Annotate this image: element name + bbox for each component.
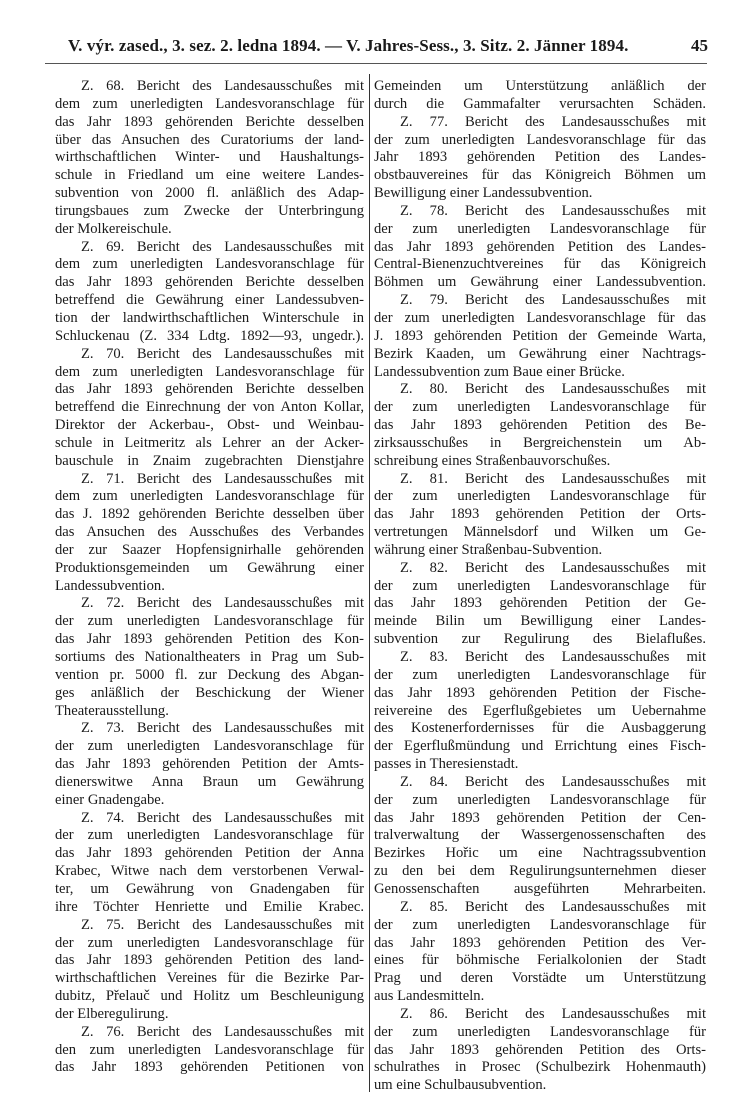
text-line: meinde Bilin um Bewilligung einer Landes- — [374, 613, 706, 630]
section-heading-line: Z. 74. Bericht des Landesausschußes mit — [81, 809, 364, 826]
text-line: der zum unerledigten Landesvoranschlage für — [374, 488, 706, 505]
text-line: Jahr 1893 gehörenden Petition des Landes- — [374, 149, 706, 166]
text-line: um eine Schulbausubvention. — [374, 1077, 547, 1094]
text-line: zirksausschußes in Bergreichenstein um Ab- — [374, 434, 706, 451]
section-heading-line: Z. 70. Bericht des Landesausschußes mit — [81, 345, 364, 362]
text-line: der zum unerledigten Landesvoranschlage für — [374, 791, 706, 808]
text-line: reivereine des Egerflußgebietes um Uebernahme — [374, 702, 706, 719]
text-line: das J. 1892 gehörenden Berichte desselben über — [55, 506, 364, 523]
text-line: der zum unerledigten Landesvoranschlage für — [55, 613, 364, 630]
text-line: Genossenschaften ausgeführten Mehrarbeiten. — [374, 880, 706, 897]
text-line: der zum unerledigten Landesvoranschlage für — [374, 577, 706, 594]
text-line: das Jahr 1893 gehörenden Petitionen von — [55, 1059, 364, 1076]
section-heading-line: Z. 85. Bericht des Landesausschußes mit — [400, 898, 706, 915]
text-line: schule in Leitmeritz als Lehrer an der Acker- — [55, 434, 364, 451]
text-line: währung einer Straßenbau-Subvention. — [374, 541, 603, 558]
text-line: Landessubvention zum Baue einer Brücke. — [374, 363, 625, 380]
text-line: der zum unerledigten Landesvoranschlage für — [374, 399, 706, 416]
text-line: das Jahr 1893 gehörenden Berichte desselben — [55, 113, 364, 130]
header-rule — [45, 63, 707, 64]
text-line: über das Ansuchen des Curatoriums der land- — [55, 131, 364, 148]
text-line: zu den bei dem Regulirungsunternehmen dieser — [374, 863, 706, 880]
text-line: Central-Bienenzuchtvereines für das Königreich — [374, 256, 706, 273]
text-line: das Jahr 1893 gehörenden Petition der Amts- — [55, 756, 364, 773]
text-line: sortiums des Nationaltheaters in Prag um Sub- — [55, 649, 364, 665]
text-line: der zum unerledigten Landesvoranschlage für — [374, 916, 706, 933]
text-line: das Jahr 1893 gehörenden Petition des land- — [55, 952, 364, 969]
section-heading-line: Z. 79. Bericht des Landesausschußes mit — [400, 292, 706, 309]
text-line: den zum unerledigten Landesvoranschlage für — [55, 1041, 364, 1058]
running-header — [58, 36, 708, 58]
section-heading-line: Z. 73. Bericht des Landesausschußes mit — [81, 720, 364, 737]
text-line: dem zum unerledigten Landesvoranschlage für — [55, 256, 364, 273]
text-line: der zum unerledigten Landesvoranschlage für das — [374, 309, 706, 326]
text-line: Bewilligung einer Landessubvention. — [374, 185, 593, 202]
section-heading-line: Z. 83. Bericht des Landesausschußes mit — [400, 649, 706, 665]
text-line: das Jahr 1893 gehörenden Petition des Orts- — [374, 1041, 706, 1058]
text-line: das Ansuchen des Ausschußes des Verbandes — [55, 524, 364, 541]
text-line: der zum unerledigten Landesvoranschlage für — [374, 220, 706, 237]
text-line: einer Gnadengabe. — [55, 791, 165, 808]
text-line: dienerswitwe Anna Braun um Gewährung — [55, 773, 364, 790]
text-line: das Jahr 1893 gehörenden Berichte desselben — [55, 274, 364, 291]
text-line: Krabec, Witwe nach dem verstorbenen Verwal- — [55, 863, 364, 880]
text-line: betreffend die Einrechnung der von Anton Kollar, — [55, 399, 364, 416]
text-line: das Jahr 1893 gehörenden Petition der Fische- — [374, 684, 706, 701]
text-line: Landessubvention. — [55, 577, 165, 594]
text-line: der zum unerledigten Landesvoranschlage für das — [374, 131, 706, 148]
text-line: aus Landesmitteln. — [374, 988, 485, 1005]
text-line: ter, um Gewährung von Gnadengaben für — [55, 880, 364, 897]
text-line: Gemeinden um Unterstützung anläßlich der — [374, 78, 706, 94]
text-line: vertretungen Männelsdorf und Wilken um Ge- — [374, 524, 706, 541]
header-title: V. výr. zased., 3. sez. 2. ledna 1894. — V. Jahres-Sess., 3. Sitz. 2. Jänner 1894. — [68, 36, 629, 55]
section-heading-line: Z. 86. Bericht des Landesausschußes mit — [400, 1005, 706, 1022]
section-heading-line: Z. 81. Bericht des Landesausschußes mit — [400, 470, 706, 487]
text-line: schule in Friedland um eine weitere Landes- — [55, 167, 364, 184]
text-line: subvention von 2000 fl. anläßlich des Adap- — [55, 185, 364, 202]
section-heading-line: Z. 72. Bericht des Landesausschußes mit — [81, 595, 364, 612]
text-line: Theaterausstellung. — [55, 702, 169, 719]
text-line: bauschule in Znaim zugebrachten Dienstjahre — [55, 452, 364, 469]
text-line: das Jahr 1893 gehörenden Petition des Landes- — [374, 238, 706, 255]
text-line: Prag und deren Vorstädte um Unterstützung — [374, 970, 706, 987]
section-heading-line: Z. 71. Bericht des Landesausschußes mit — [81, 470, 364, 487]
text-line: der zum unerledigten Landesvoranschlage für — [374, 1023, 706, 1040]
text-line: wirthschaftlichen Winter- und Haushaltungs- — [55, 149, 364, 166]
left-column — [55, 78, 364, 1077]
section-heading-line: Z. 84. Bericht des Landesausschußes mit — [400, 773, 706, 790]
text-line: Direktor der Ackerbau-, Obst- und Weinbau- — [55, 417, 364, 434]
text-line: des Kostenerfordernisses für die Ausbaggerung — [374, 720, 706, 737]
section-heading-line: Z. 69. Bericht des Landesausschußes mit — [81, 238, 364, 255]
text-line: ges anläßlich der Beschickung der Wiener — [55, 684, 364, 701]
text-line: das Jahr 1893 gehörenden Petition des Be- — [374, 417, 706, 434]
text-line: J. 1893 gehörenden Petition der Gemeinde Warta, — [374, 327, 706, 344]
text-line: tion der landwirthschaftlichen Winterschule in — [55, 309, 364, 326]
text-line: tirungsbaues zum Zwecke der Unterbringung — [55, 202, 364, 219]
section-heading-line: Z. 68. Bericht des Landesausschußes mit — [81, 78, 364, 94]
section-heading-line: Z. 80. Bericht des Landesausschußes mit — [400, 381, 706, 398]
text-line: vention pr. 5000 fl. zur Deckung des Abgan- — [55, 666, 364, 683]
text-line: der Elberegulirung. — [55, 1005, 169, 1022]
section-heading-line: Z. 76. Bericht des Landesausschußes mit — [81, 1023, 364, 1040]
text-line: wirthschaftlichen Vereines für die Bezirke Par- — [55, 970, 364, 987]
text-line: der zum unerledigten Landesvoranschlage für — [55, 827, 364, 844]
text-line: Bezirkes Hořic um eine Nachtragssubvention — [374, 845, 706, 862]
text-line: dem zum unerledigten Landesvoranschlage für — [55, 488, 364, 505]
text-line: betreffend die Gewährung einer Landessubven- — [55, 292, 364, 309]
text-line: das Jahr 1893 gehörenden Berichte desselben — [55, 381, 364, 398]
page-number: 45 — [691, 36, 708, 55]
text-line: subvention zur Regulirung des Bielaflußes. — [374, 631, 706, 648]
text-line: Bezirk Kaaden, um Gewährung einer Nachtrags- — [374, 345, 706, 362]
text-line: der zum unerledigten Landesvoranschlage für — [55, 738, 364, 755]
text-line: der Molkereischule. — [55, 220, 172, 237]
text-line: das Jahr 1893 gehörenden Petition des Ver- — [374, 934, 706, 951]
section-heading-line: Z. 78. Bericht des Landesausschußes mit — [400, 202, 706, 219]
text-line: Produktionsgemeinden um Gewährung einer — [55, 559, 364, 576]
section-heading-line: Z. 75. Bericht des Landesausschußes mit — [81, 916, 364, 933]
text-line: das Jahr 1893 gehörenden Petition der Orts- — [374, 506, 706, 523]
text-line: das Jahr 1893 gehörenden Petition der Cen- — [374, 809, 706, 826]
text-line: das Jahr 1893 gehörenden Petition des Kon- — [55, 631, 364, 648]
text-line: der zum unerledigten Landesvoranschlage für — [55, 934, 364, 951]
text-line: tralverwaltung der Wassergenossenschaften des — [374, 827, 706, 844]
text-line: dem zum unerledigten Landesvoranschlage für — [55, 95, 364, 112]
text-line: Schluckenau (Z. 334 Ldtg. 1892—93, ungedr.). — [55, 327, 364, 344]
right-column — [374, 78, 706, 1095]
text-line: Böhmen um Gewährung einer Landessubvention. — [374, 274, 706, 291]
text-line: passes in Theresienstadt. — [374, 756, 519, 773]
text-line: durch die Gammafalter verursachten Schäden. — [374, 95, 706, 112]
text-line: eines für böhmische Ferialkolonien der Stadt — [374, 952, 706, 969]
text-line: ihre Töchter Henriette und Emilie Krabec. — [55, 898, 364, 915]
text-line: das Jahr 1893 gehörenden Petition der Anna — [55, 845, 364, 862]
text-line: schulrathes in Prosec (Schulbezirk Hohenmauth) — [374, 1059, 706, 1076]
text-line: der zur Saazer Hopfensignirhalle gehörenden — [55, 541, 364, 558]
text-line: das Jahr 1893 gehörenden Petition der Ge- — [374, 595, 706, 612]
text-line: der Egerflußmündung und Errichtung eines Fisch- — [374, 738, 706, 755]
text-line: schreibung eines Straßenbauvorschußes. — [374, 452, 611, 469]
text-line: dem zum unerledigten Landesvoranschlage für — [55, 363, 364, 380]
text-line: obstbauvereines für das Königreich Böhmen um — [374, 167, 706, 184]
section-heading-line: Z. 82. Bericht des Landesausschußes mit — [400, 559, 706, 576]
column-divider — [369, 74, 370, 1092]
text-line: der zum unerledigten Landesvoranschlage für — [374, 666, 706, 683]
section-heading-line: Z. 77. Bericht des Landesausschußes mit — [400, 113, 706, 130]
text-line: dubitz, Přelauč und Holitz um Beschleunigung — [55, 988, 364, 1005]
